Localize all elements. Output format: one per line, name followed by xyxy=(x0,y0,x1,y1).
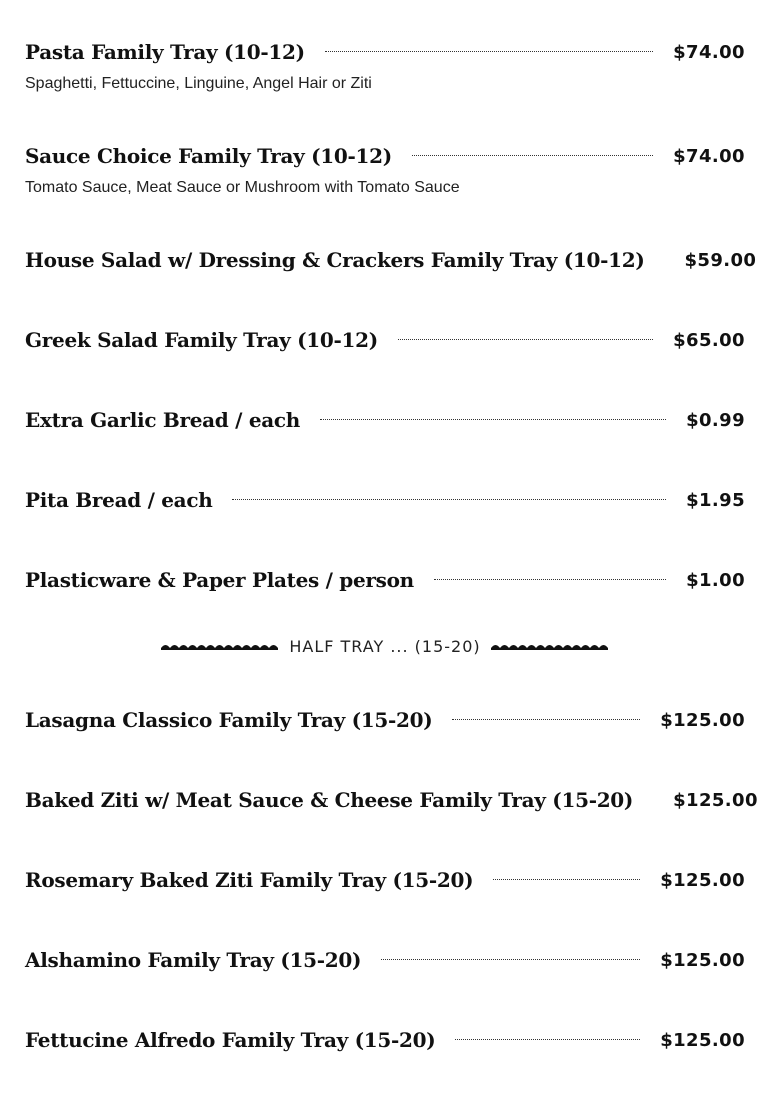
item-price: $125.00 xyxy=(660,949,745,971)
menu-item-extra-garlic-bread xyxy=(25,406,745,434)
menu-item-baked-ziti-meat-sauce-family-tray xyxy=(25,786,758,814)
dot-leader xyxy=(455,1039,640,1040)
item-price: $1.00 xyxy=(686,569,745,591)
dot-leader xyxy=(434,579,666,580)
menu-item-sauce-choice-family-tray xyxy=(25,142,745,197)
dot-leader xyxy=(452,719,640,720)
item-price: $125.00 xyxy=(660,709,745,731)
dot-leader xyxy=(398,339,653,340)
item-price: $0.99 xyxy=(686,409,745,431)
item-price: $125.00 xyxy=(660,1029,745,1051)
item-price: $74.00 xyxy=(673,41,745,63)
item-price: $65.00 xyxy=(673,329,745,351)
menu-item-lasagna-classico-family-tray xyxy=(25,706,745,734)
dot-leader xyxy=(381,959,640,960)
item-name: Fettucine Alfredo Family Tray (15-20) xyxy=(25,1028,436,1052)
item-description: Spaghetti, Fettuccine, Linguine, Angel Hair or Ziti xyxy=(25,75,372,92)
menu-item-plasticware-paper-plates xyxy=(25,566,745,594)
item-name: Pita Bread / each xyxy=(25,488,213,512)
menu-item-pasta-family-tray xyxy=(25,38,745,93)
menu-item-alshamino-family-tray xyxy=(25,946,745,974)
dot-leader xyxy=(320,419,666,420)
item-price: $125.00 xyxy=(673,789,758,811)
dot-leader xyxy=(493,879,640,880)
menu-item-pita-bread xyxy=(25,486,745,514)
menu-item-fettucine-alfredo-family-tray xyxy=(25,1026,745,1054)
item-name: Rosemary Baked Ziti Family Tray (15-20) xyxy=(25,868,474,892)
section-heading: HALF TRAY ... (15-20) xyxy=(289,636,481,656)
item-price: $125.00 xyxy=(660,869,745,891)
item-name: Pasta Family Tray (10-12) xyxy=(25,40,305,64)
item-price: $74.00 xyxy=(673,145,745,167)
item-name: Sauce Choice Family Tray (10-12) xyxy=(25,144,392,168)
item-price: $1.95 xyxy=(686,489,745,511)
wave-ornament-right-icon xyxy=(491,641,609,651)
item-description: Tomato Sauce, Meat Sauce or Mushroom with Tomato Sauce xyxy=(25,179,460,196)
wave-ornament-left-icon xyxy=(161,641,279,651)
half-tray-divider xyxy=(160,633,610,659)
dot-leader xyxy=(232,499,666,500)
item-name: Baked Ziti w/ Meat Sauce & Cheese Family Tray (15-20) xyxy=(25,788,634,812)
menu-item-greek-salad-family-tray xyxy=(25,326,745,354)
dot-leader xyxy=(325,51,653,52)
item-price: $59.00 xyxy=(684,249,757,271)
item-name: Alshamino Family Tray (15-20) xyxy=(25,948,362,972)
item-name: Greek Salad Family Tray (10-12) xyxy=(25,328,378,352)
item-name: House Salad w/ Dressing & Crackers Family Tray (10-12) xyxy=(25,248,645,272)
item-name: Extra Garlic Bread / each xyxy=(25,408,301,432)
item-name: Lasagna Classico Family Tray (15-20) xyxy=(25,708,433,732)
item-name: Plasticware & Paper Plates / person xyxy=(25,568,414,592)
menu-item-house-salad-family-tray xyxy=(25,246,757,274)
dot-leader xyxy=(412,155,653,156)
menu-item-rosemary-baked-ziti-family-tray xyxy=(25,866,745,894)
